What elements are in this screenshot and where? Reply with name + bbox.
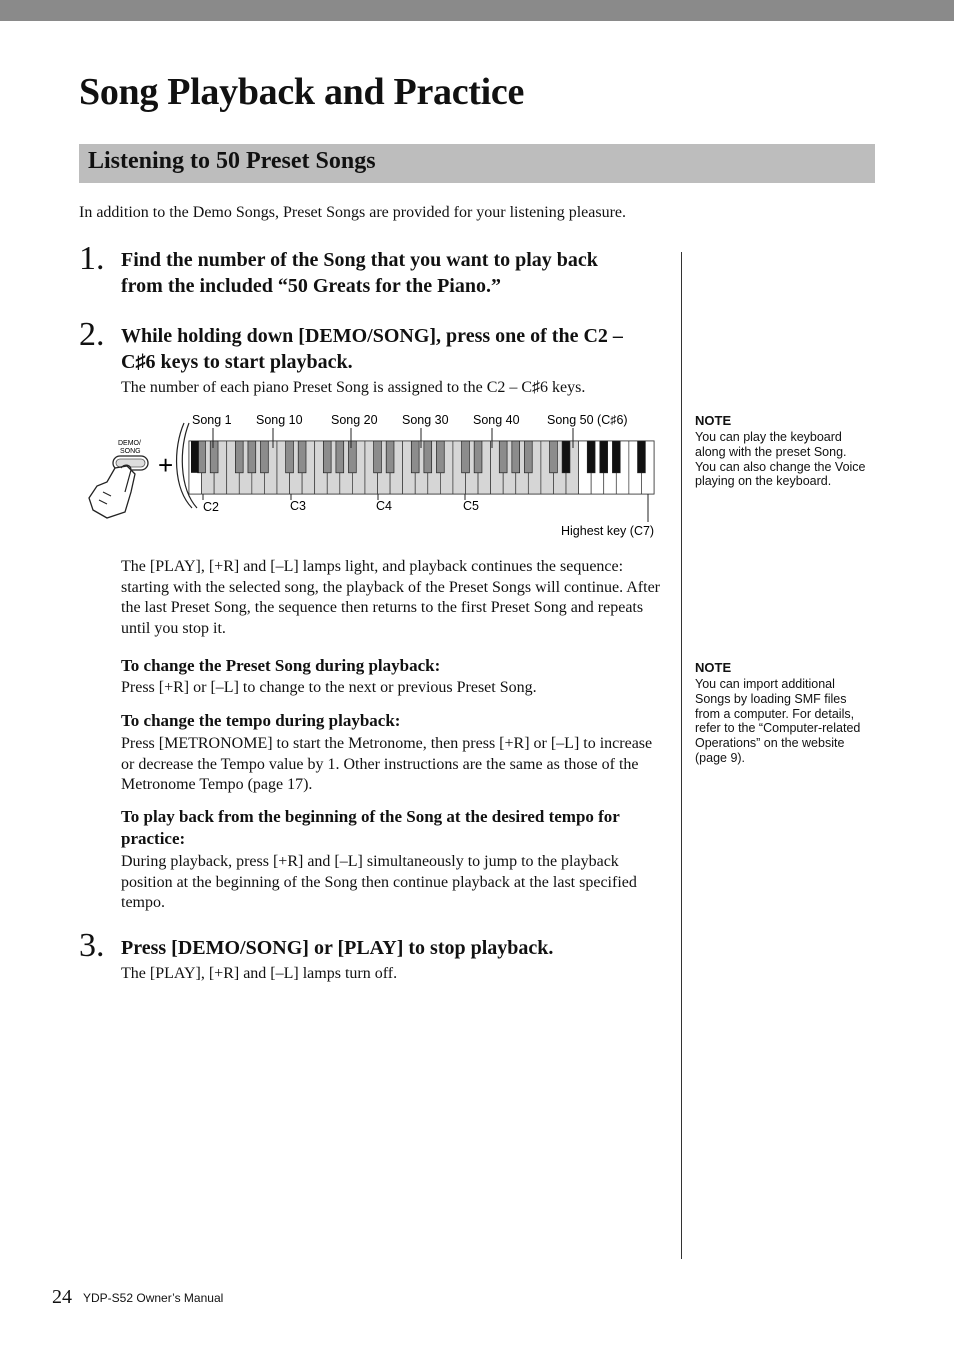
black-key <box>235 441 243 473</box>
black-key <box>210 441 218 473</box>
note-label: C3 <box>290 499 306 513</box>
hand-icon <box>89 466 135 518</box>
step-1-heading <box>121 247 681 299</box>
black-key <box>191 441 199 473</box>
paragraph-line: or decrease the Tempo value by 1. Other instructions are the same as those of the <box>121 755 639 773</box>
step-2-heading-line: C♯6 keys to start playback. <box>121 351 353 373</box>
paragraph-line: The [PLAY], [+R] and [–L] lamps light, and playback continues the sequence: <box>121 558 624 575</box>
black-key <box>248 441 256 473</box>
subsection-title-line: To play back from the beginning of the Song at the desired tempo for <box>121 807 620 826</box>
note-line: along with the preset Song. <box>695 444 847 459</box>
black-key <box>298 441 306 473</box>
note-label: C5 <box>463 499 479 513</box>
black-key <box>323 441 331 473</box>
highest-key-label: Highest key (C7) <box>561 524 655 538</box>
manual-name: YDP-S52 Owner’s Manual <box>83 1291 224 1305</box>
song-label: Song 40 <box>473 413 520 427</box>
page-number: 24 <box>52 1286 72 1308</box>
song-label: Song 1 <box>192 413 232 427</box>
subsection-title <box>121 806 671 850</box>
step-3-number: 3. <box>79 927 105 964</box>
white-keys <box>189 441 654 494</box>
note-line: Operations” on the website <box>695 736 845 751</box>
note-label: C2 <box>203 500 219 514</box>
black-key <box>499 441 507 473</box>
paragraph-line: Metronome Tempo (page 17). <box>121 776 313 793</box>
subsection-text <box>121 852 671 914</box>
song-label: Song 10 <box>256 413 303 427</box>
black-key <box>198 441 206 473</box>
paragraph-line: tempo. <box>121 894 165 911</box>
black-key <box>512 441 520 473</box>
black-key <box>286 441 294 473</box>
step-2-heading-line: While holding down [DEMO/SONG], press one of the C2 – <box>121 325 623 347</box>
note-line: Songs by loading SMF files <box>695 691 847 706</box>
black-key <box>374 441 382 473</box>
black-key <box>348 441 356 473</box>
note-line: refer to the “Computer-related <box>695 721 861 736</box>
note-line: You can import additional <box>695 677 835 691</box>
subsection-text <box>121 678 671 699</box>
black-key <box>524 441 532 473</box>
black-key <box>562 441 570 473</box>
black-key <box>587 441 595 473</box>
subsection-title-line: practice: <box>121 829 186 848</box>
plus-sign: + <box>158 450 174 480</box>
paragraph-line: until you stop it. <box>121 619 226 637</box>
black-key <box>462 441 470 473</box>
black-key <box>612 441 620 473</box>
page-title: Song Playback and Practice <box>79 71 525 113</box>
black-key <box>386 441 394 473</box>
step-1-heading-line: from the included “50 Greats for the Piano.” <box>121 275 501 297</box>
button-label: DEMO/ <box>118 440 141 447</box>
intro-text: In addition to the Demo Songs, Preset Songs are provided for your listening pleasure. <box>79 204 627 221</box>
button-label: SONG <box>120 448 141 455</box>
section-title: Listening to 50 Preset Songs <box>88 148 376 174</box>
note-line: (page 9). <box>695 750 746 765</box>
subsection-title: To change the tempo during playback: <box>121 711 401 730</box>
demo-song-button-inner <box>116 459 145 467</box>
note-line: You can play the keyboard <box>695 430 842 444</box>
paragraph-line: the last Preset Song, the sequence then returns to the first Preset Song and repeats <box>121 599 644 616</box>
step-2-text: The number of each piano Preset Song is assigned to the C2 – C♯6 keys. <box>121 379 586 396</box>
note-line: You can also change the Voice <box>695 459 866 474</box>
header-bar <box>0 0 954 21</box>
song-label: Song 20 <box>331 413 378 427</box>
step-3-heading: Press [DEMO/SONG] or [PLAY] to stop playback. <box>121 937 554 959</box>
paragraph-line: starting with the selected song, the playback of the Preset Songs will continue. After <box>121 578 660 596</box>
step-3-text: The [PLAY], [+R] and [–L] lamps turn off. <box>121 965 398 982</box>
note-text <box>695 430 875 489</box>
note-text <box>695 677 875 766</box>
step-2-heading <box>121 323 681 375</box>
black-key <box>436 441 444 473</box>
black-key <box>600 441 608 473</box>
paragraph-line: Press [+R] or [–L] to change to the next or previous Preset Song. <box>121 679 537 696</box>
note-label: C4 <box>376 499 392 513</box>
section-header <box>79 144 875 183</box>
playback-paragraph <box>121 557 671 639</box>
song-label: Song 50 (C♯6) <box>547 413 628 427</box>
black-key <box>336 441 344 473</box>
step-1-heading-line: Find the number of the Song that you want to play back <box>121 249 598 271</box>
black-key <box>424 441 432 473</box>
note-line: from a computer. For details, <box>695 706 855 721</box>
song-label: Song 30 <box>402 413 449 427</box>
black-key <box>474 441 482 473</box>
step-2-number: 2. <box>79 316 105 353</box>
black-key <box>411 441 419 473</box>
note-line: playing on the keyboard. <box>695 474 832 489</box>
step-1-number: 1. <box>79 240 105 277</box>
note-label: NOTE <box>695 413 732 428</box>
keyboard-diagram <box>85 408 675 543</box>
paragraph-line: position at the beginning of the Song then continue playback at the last specified <box>121 873 637 891</box>
black-key <box>261 441 269 473</box>
note-label: NOTE <box>695 660 732 675</box>
black-key <box>638 441 646 473</box>
subsection-text <box>121 734 671 796</box>
subsection-title: To change the Preset Song during playback: <box>121 656 441 675</box>
sidebar-divider <box>681 252 682 1259</box>
paragraph-line: Press [METRONOME] to start the Metronome, then press [+R] or [–L] to increase <box>121 735 653 752</box>
black-key <box>550 441 558 473</box>
paragraph-line: During playback, press [+R] and [–L] simultaneously to jump to the playback <box>121 853 619 870</box>
